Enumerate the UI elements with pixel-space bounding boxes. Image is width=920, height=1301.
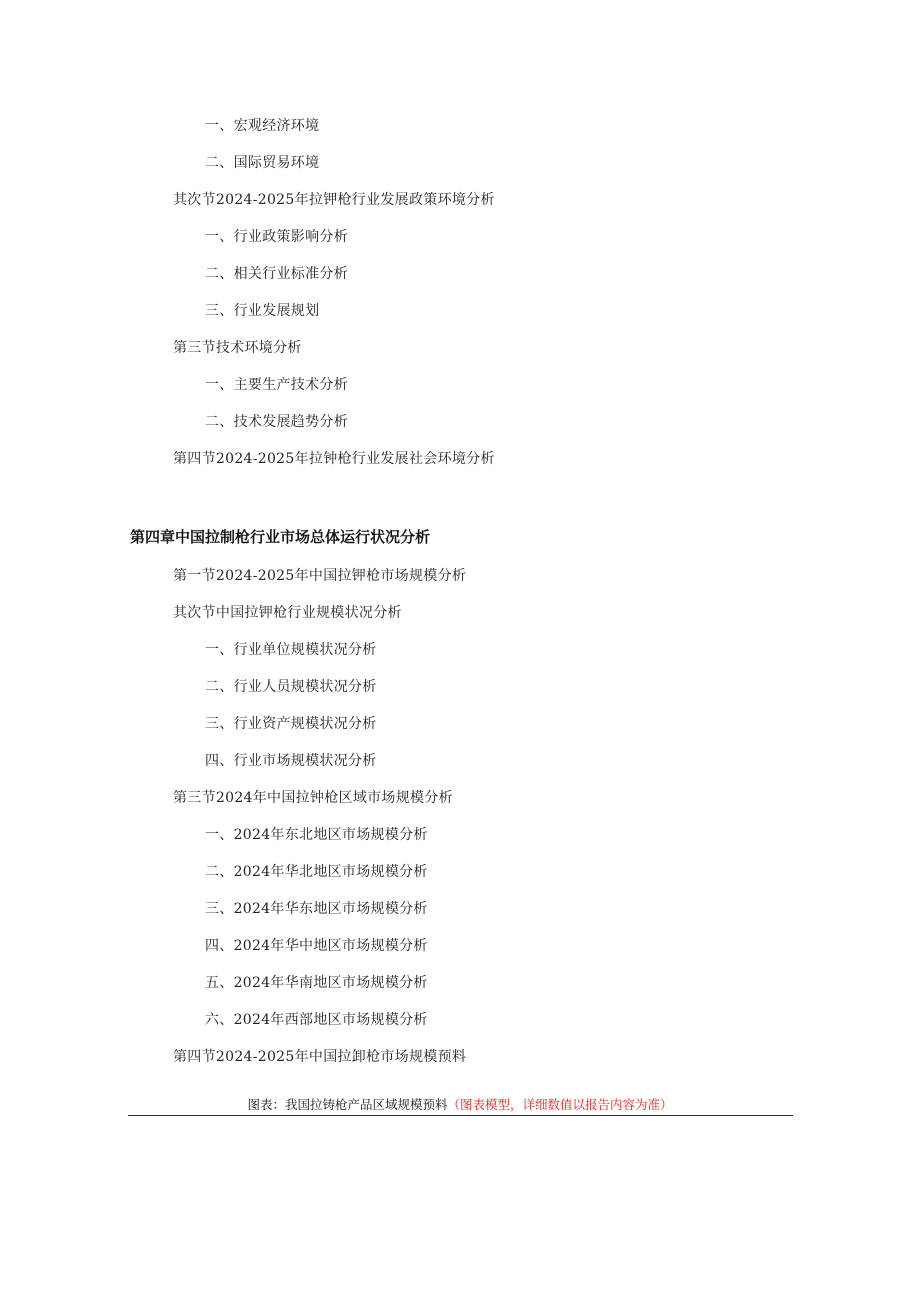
toc-item: 二、行业人员规模状况分析 xyxy=(205,679,377,695)
toc-item: 一、主要生产技术分析 xyxy=(205,377,348,393)
figure-caption xyxy=(0,1096,920,1114)
toc-section: 第四节2024-2025年中国拉卸枪市场规模预料 xyxy=(173,1049,467,1065)
toc-item: 五、2024年华南地区市场规模分析 xyxy=(205,975,428,991)
toc-item: 一、2024年东北地区市场规模分析 xyxy=(205,827,428,843)
caption-divider xyxy=(128,1115,793,1116)
toc-item: 二、国际贸易环境 xyxy=(205,155,320,171)
toc-item: 四、行业市场规模状况分析 xyxy=(205,753,377,769)
toc-item: 一、行业单位规模状况分析 xyxy=(205,642,377,658)
toc-section: 第三节技术环境分析 xyxy=(173,340,302,356)
toc-section: 其次节2024-2025年拉钾枪行业发展政策环境分析 xyxy=(173,192,495,208)
toc-item: 四、2024年华中地区市场规模分析 xyxy=(205,938,428,954)
toc-item: 二、技术发展趋势分析 xyxy=(205,414,348,430)
toc-section: 第一节2024-2025年中国拉钾枪市场规模分析 xyxy=(173,568,467,584)
chapter-title: 第四章中国拉制枪行业市场总体运行状况分析 xyxy=(130,528,431,546)
toc-item: 一、行业政策影响分析 xyxy=(205,229,348,245)
toc-section: 其次节中国拉钾枪行业规模状况分析 xyxy=(173,605,402,621)
toc-section: 第四节2024-2025年拉钟枪行业发展社会环境分析 xyxy=(173,451,495,467)
toc-item: 一、宏观经济环境 xyxy=(205,118,320,134)
toc-item: 三、行业资产规模状况分析 xyxy=(205,716,377,732)
toc-item: 二、2024年华北地区市场规模分析 xyxy=(205,864,428,880)
toc-item: 三、2024年华东地区市场规模分析 xyxy=(205,901,428,917)
figure-caption-note: （图表模型，详细数值以报告内容为准） xyxy=(447,1097,673,1112)
toc-item: 二、相关行业标准分析 xyxy=(205,266,348,282)
toc-section: 第三节2024年中国拉钟枪区域市场规模分析 xyxy=(173,790,453,806)
figure-caption-title: 图表：我国拉铸枪产品区域规模预料 xyxy=(247,1097,448,1112)
toc-item: 三、行业发展规划 xyxy=(205,303,320,319)
toc-item: 六、2024年西部地区市场规模分析 xyxy=(205,1012,428,1028)
